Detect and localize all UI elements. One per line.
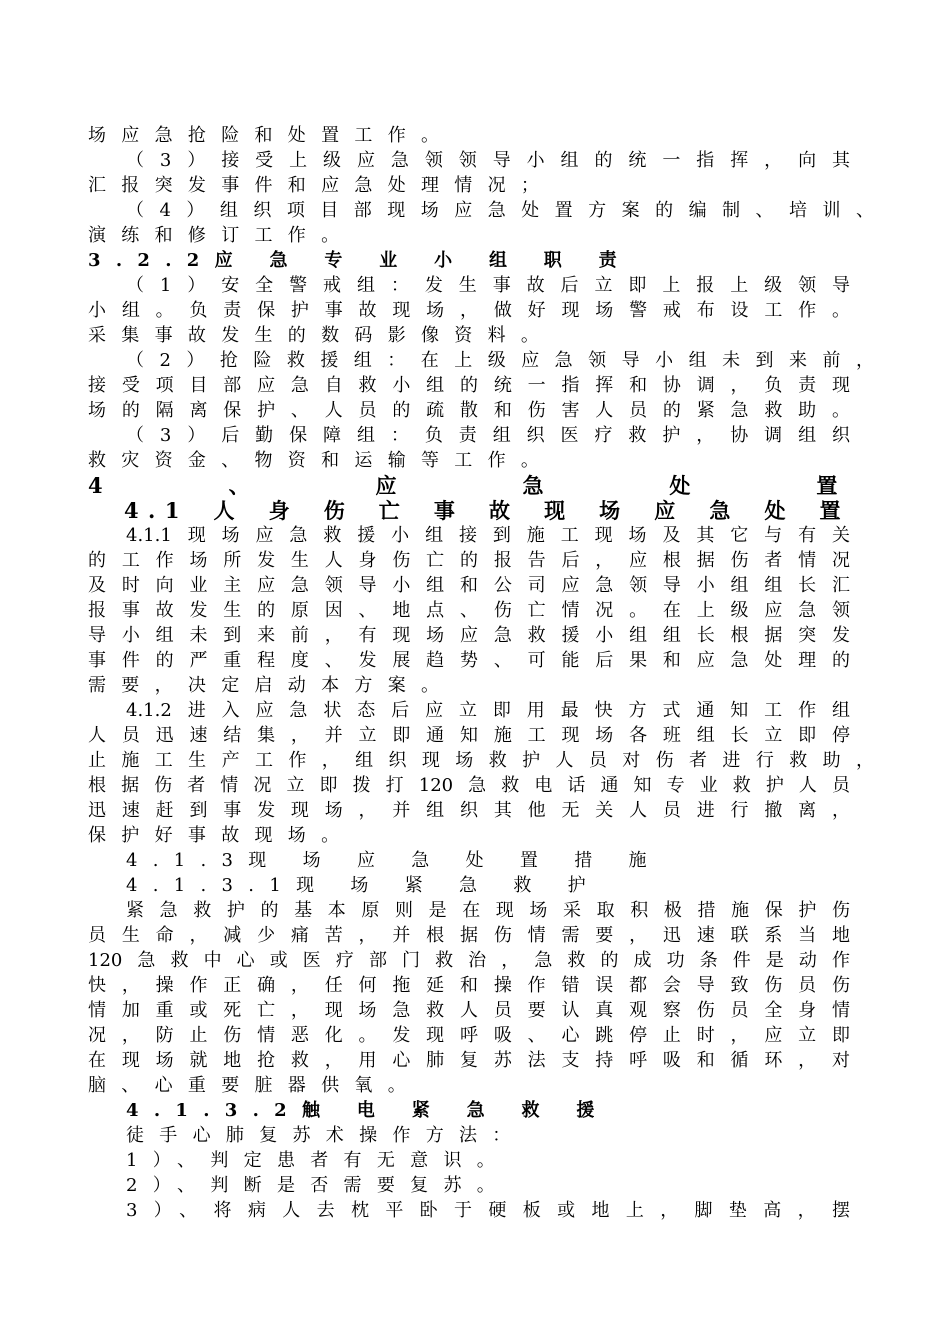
text-line: 小组。负责保护事故现场，做好现场警戒布设工作。: [88, 300, 850, 321]
text-line: 需要，决定启动本方案。: [88, 675, 455, 696]
text-line: 4.1.1现场应急救援小组接到施工现场及其它与有关: [126, 525, 850, 546]
text-line: 徒手心肺复苏术操作方法：: [126, 1125, 526, 1146]
text-line: 4.1.3.2触 电 紧 急 救 援: [126, 1100, 610, 1121]
text-line: 120急救中心或医疗部门救治，急救的成功条件是动作: [88, 950, 850, 971]
text-line: 1）、判定患者有无意识。: [126, 1150, 511, 1171]
text-line: 救灾资金、物资和运输等工作。: [88, 450, 555, 471]
text-line: 及时向业主应急领导小组和公司应急领导小组组长汇: [88, 575, 850, 596]
text-line: 采集事故发生的数码影像资料。: [88, 325, 555, 346]
text-line: 在现场就地抢救，用心肺复苏法支持呼吸和循环，对: [88, 1050, 850, 1071]
text-line: 根据伤者情况立即拨打120急救电话通知专业救护人员: [88, 775, 850, 796]
text-line: 2）、判断是否需要复苏。: [126, 1175, 511, 1196]
text-line: 的工作场所发生人身伤亡的报告后，应根据伤者情况: [88, 550, 850, 571]
text-line: （3）后勤保障组：负责组织医疗救护，协调组织: [126, 425, 850, 446]
text-line: 脑、心重要脏器供氧。: [88, 1075, 421, 1096]
text-line: （3）接受上级应急领领导小组的统一指挥，向其: [126, 150, 850, 171]
text-line: 4.1.2进入应急状态后应立即用最快方式通知工作组: [126, 700, 850, 721]
text-line: 止施工生产工作，组织现场救护人员对伤者进行救助，: [88, 750, 874, 771]
text-line: （4）组织项目部现场应急处置方案的编制、培训、: [126, 200, 874, 221]
text-line: 4.1.3现 场 应 急 处 置 措 施: [126, 850, 662, 871]
text-line: 况，防止伤情恶化。发现呼吸、心跳停止时，应立即: [88, 1025, 850, 1046]
text-line: 情加重或死亡，现场急救人员要认真观察伤员全身情: [88, 1000, 850, 1021]
text-line: 接受项目部应急自救小组的统一指挥和协调，负责现: [88, 375, 850, 396]
text-line: 迅速赶到事发现场，并组织其他无关人员进行撤离，: [88, 800, 850, 821]
text-line: 4.1人身伤亡事故现场应急处置: [124, 499, 850, 523]
text-line: （2）抢险救援组：在上级应急领导小组未到来前，: [126, 350, 874, 371]
text-line: 紧急救护的基本原则是在现场采取积极措施保护伤: [126, 900, 850, 921]
text-line: （1）安全警戒组：发生事故后立即上报上级领导: [126, 275, 850, 296]
text-line: 3）、将病人去枕平卧于硬板或地上，脚垫高，摆: [126, 1200, 850, 1221]
text-line: 场的隔离保护、人员的疏散和伤害人员的紧急救助。: [88, 400, 850, 421]
text-line: 场应急抢险和处置工作。: [88, 125, 455, 146]
text-line: 人员迅速结集，并立即通知施工现场各班组长立即停: [88, 725, 850, 746]
text-line: 报事故发生的原因、地点、伤亡情况。在上级应急领: [88, 600, 850, 621]
text-line: 3.2.2应 急 专 业 小 组 职 责: [88, 250, 632, 271]
text-line: 演练和修订工作。: [88, 225, 355, 246]
text-line: 汇报突发事件和应急处理情况；: [88, 175, 555, 196]
text-line: 保护好事故现场。: [88, 825, 355, 846]
text-line: 快，操作正确，任何拖延和操作错误都会导致伤员伤: [88, 975, 850, 996]
text-line: 事件的严重程度、发展趋势、可能后果和应急处理的: [88, 650, 850, 671]
text-line: 导小组未到来前，有现场应急救援小组组长根据突发: [88, 625, 850, 646]
text-line: 4.1.3.1现 场 紧 急 救 护: [126, 875, 601, 896]
text-line: 4、应急处置: [88, 474, 850, 498]
text-line: 员生命，减少痛苦，并根据伤情需要，迅速联系当地: [88, 925, 850, 946]
